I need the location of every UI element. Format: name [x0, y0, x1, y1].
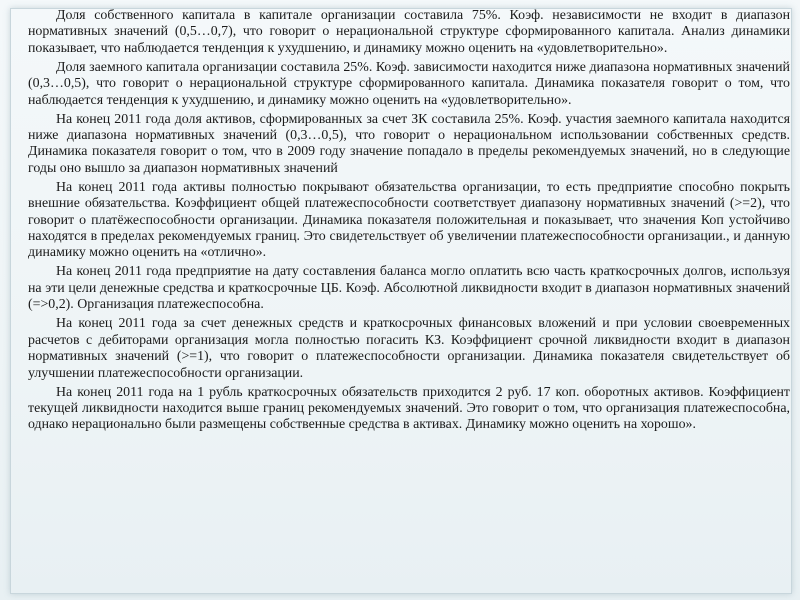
- paragraph-debt-participation: На конец 2011 года доля активов, сформированных за счет ЗК составила 25%. Коэф. участия заемного капитала находится ниже диапазона нормативных значений (0,3…0,5), что говорит о нерациональном использовании собственных средств. Динамика показателя говорит о том, что в 2009 году значение попадало в пределы рекомендуемых значений, но в следующие годы оно вышло за диапазон нормативных значений: [28, 111, 790, 176]
- paragraph-debt-share: Доля заемного капитала организации составила 25%. Коэф. зависимости находится ниже диапазона нормативных значений (0,3…0,5), что говорит о нерациональной структуре сформированного капитала. Динамика показателя говорит о том, что наблюдается тенденция к ухудшению, и динамику можно оценить на «удовлетворительно».: [28, 59, 790, 108]
- paragraph-general-solvency: На конец 2011 года активы полностью покрывают обязательства организации, то есть предприятие способно покрыть внешние обязательства. Коэффициент общей платежеспособности соответствует диапазону нормативных значений (>=2), что говорит о платёжеспособности организации. Динамика показателя положительная и показывает, что значения Коп устойчиво находятся в пределах рекомендуемых границ. Это свидетельствует об увеличении платежеспособности организации., и данную динамику можно оценить на «отлично».: [28, 179, 790, 261]
- paragraph-quick-liquidity: На конец 2011 года за счет денежных средств и краткосрочных финансовых вложений и при условии своевременных расчетов с дебиторами организация могла полностью погасить КЗ. Коэффициент срочной ликвидности входит в диапазон нормативных значений (>=1), что говорит о платежеспособности организации. Динамика показателя свидетельствует об улучшении платежеспособности организации.: [28, 316, 790, 381]
- paragraph-current-liquidity: На конец 2011 года на 1 рубль краткосрочных обязательств приходится 2 руб. 17 коп. оборотных активов. Коэффициент текущей ликвидности находится выше границ рекомендуемых значений. Это говорит о том, что организация платежеспособна, однако нерационально были размещены собственные средства в активах. Динамику можно оценить на хорошо».: [28, 384, 790, 433]
- paragraph-absolute-liquidity: На конец 2011 года предприятие на дату составления баланса могло оплатить всю часть краткосрочных долгов, используя на эти цели денежные средства и краткосрочные ЦБ. Коэф. Абсолютной ликвидности входит в диапазон нормативных значений (=>0,2). Организация платежеспособна.: [28, 264, 790, 313]
- paragraph-equity-share: Доля собственного капитала в капитале организации составила 75%. Коэф. независимости не входит в диапазон нормативных значений (0,5…0,7), что говорит о нерациональной структуре сформированного капитала. Анализ динамики показывает, что наблюдается тенденция к ухудшению, и динамику можно оценить на «удовлетворительно».: [28, 8, 790, 56]
- text-body: [28, 8, 790, 436]
